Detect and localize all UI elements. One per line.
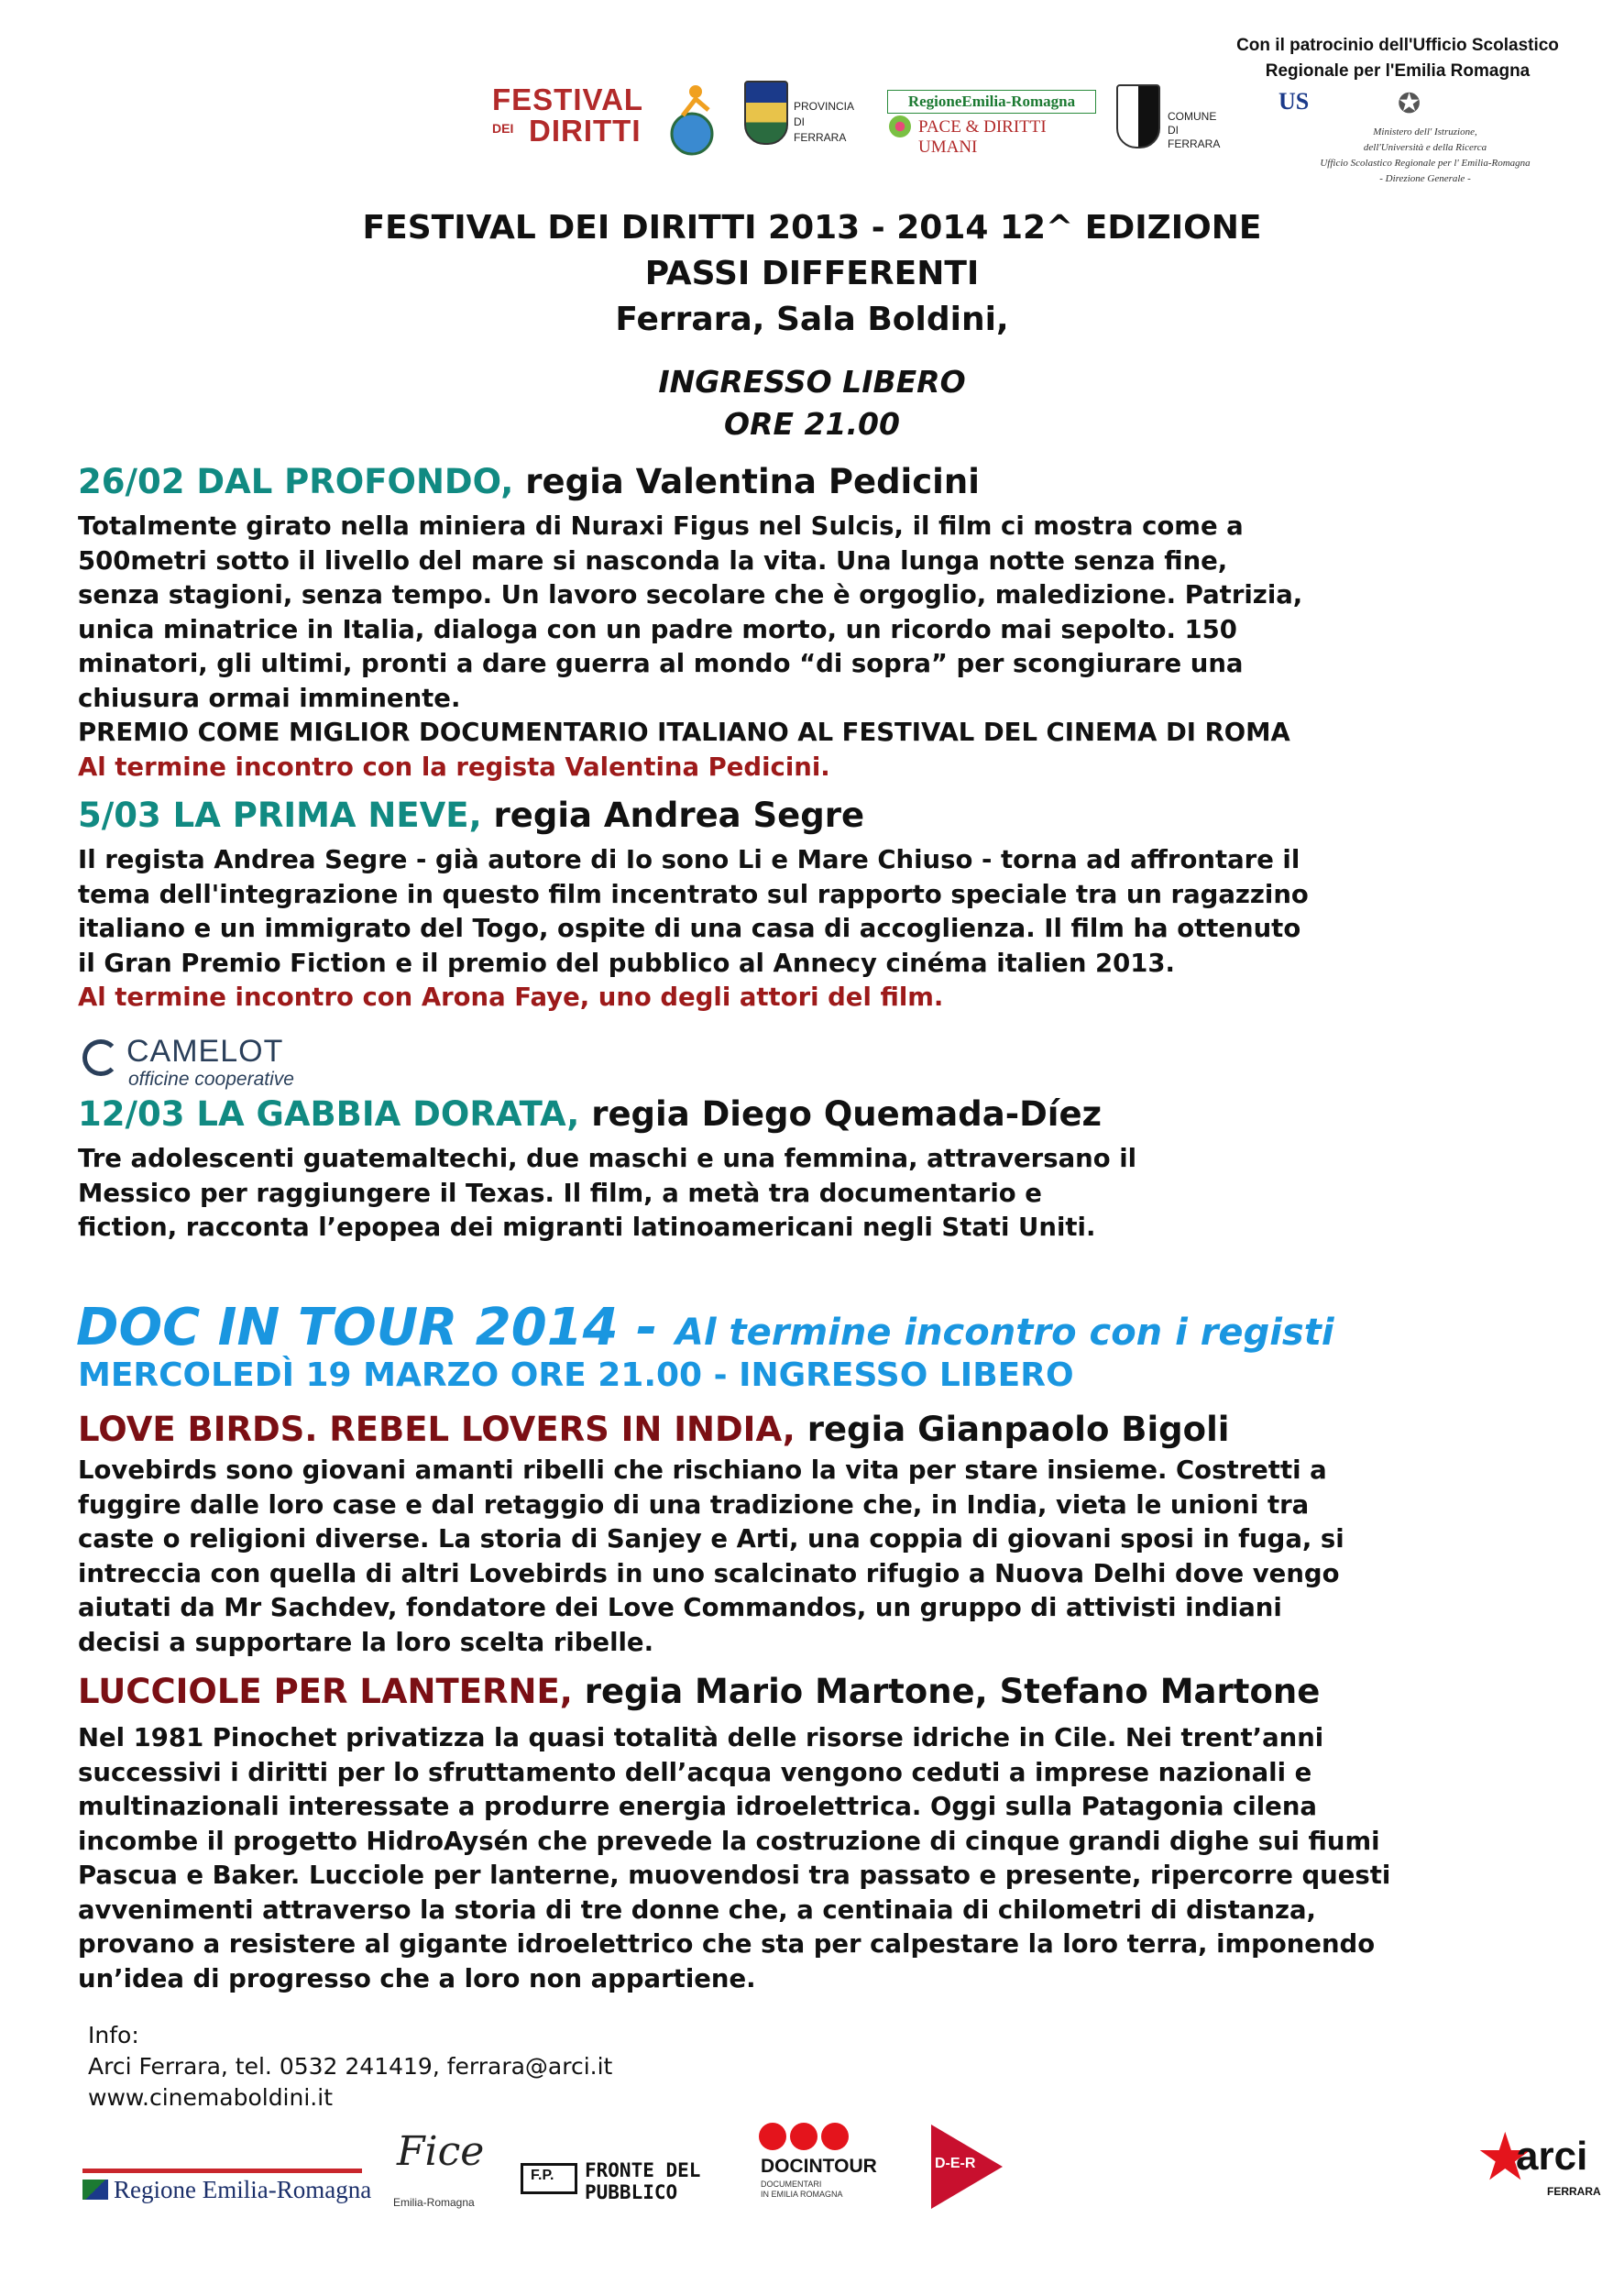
globe-figure-icon <box>664 79 719 156</box>
film-note: Al termine incontro con Arona Faye, uno degli attori del film. <box>78 983 944 1012</box>
doc-in-tour-heading: DOC IN TOUR 2014 - Al termine incontro con i registi <box>76 1298 1334 1357</box>
event-subtitle: PASSI DIFFERENTI <box>644 255 980 292</box>
regione-logo: RegioneEmilia-Romagna PACE & DIRITTI UMANI <box>887 90 1096 150</box>
film-description: Lovebirds sono giovani amanti ribelli che rischiano la vita per stare insieme. Costretti a fuggire dalle loro case e dal retaggio di una tradizione che, in India, vieta le unioni tra caste o religioni diverse. La storia di Sanjey e Arti, una coppia di giovani sposi in fuga, si intreccia con quella di altri Lovebirds in uno scalcinato rifugio a Nuova Delhi dove vengo aiutati da Mr Sachdev, fondatore dei Love Commandos, un gruppo di attivisti indiani decisi a supportare la loro scelta ribelle. <box>78 1455 1344 1657</box>
event-venue: Ferrara, Sala Boldini, <box>615 301 1009 338</box>
film-description: Il regista Andrea Segre - già autore di Io sono Li e Mare Chiuso - torna ad affrontare il tema dell'integrazione in questo film incentrato sul rapporto speciale tra un ragazzino italiano e un immigrato del Togo, ospite di una casa di accoglienza. Il film ha ottenuto il Gran Premio Fiction e il premio del pubblico al Annecy cinéma italien 2013. <box>78 845 1309 978</box>
red-dot-icon <box>821 2123 849 2150</box>
film-heading: LOVE BIRDS. REBEL LOVERS IN INDIA, regia Gianpaolo Bigoli <box>78 1410 1230 1449</box>
provincia-logo: PROVINCIA DI FERRARA <box>744 71 859 152</box>
flower-icon <box>889 115 911 137</box>
film-description: Totalmente girato nella miniera di Nuraxi Figus nel Sulcis, il film ci mostra come a 500metri sotto il livello del mare si nasconda la vita. Una lunga notte senza fine, senza stagioni, senza tempo. Un lavoro secolare che è orgoglio, maledizione. Patrizia, unica minatrice in Italia, dialoga con un padre morto, un ricordo mai sepolto. 150 minatori, gli ultimi, pronti a dare guerra al mondo “di sopra” per scongiurare una chiusura ormai imminente. PREMIO COME MIGLIOR DOCUMENTARIO ITALIANO AL FESTIVAL DEL CINEMA DI ROMA <box>78 511 1303 747</box>
doc-in-tour-date: MERCOLEDÌ 19 MARZO ORE 21.00 - INGRESSO LIBERO <box>78 1356 1074 1394</box>
usr-emblem-icon: ✪ <box>1398 88 1421 120</box>
arci-logo: ★ arci FERRARA <box>1476 2121 1601 2198</box>
comune-logo: COMUNE DI FERRARA <box>1116 73 1224 154</box>
red-dot-icon <box>790 2123 817 2150</box>
usr-logo: US ✪ Ministero dell' Istruzione, dell'Università e della Ricerca Ufficio Scolastico Regionale per l' Emilia-Romagna - Direzione Generale - <box>1278 88 1531 184</box>
comune-crest-icon <box>1116 84 1160 148</box>
event-time: ORE 21.00 <box>724 406 900 442</box>
film-heading: LUCCIOLE PER LANTERNE, regia Mario Martone, Stefano Martone <box>78 1672 1321 1711</box>
festival-logo: FESTIVAL DEI DIRITTI <box>490 73 724 158</box>
film-description: Tre adolescenti guatemaltechi, due maschi e una femmina, attraversano il Messico per raggiungere il Texas. Il film, a metà tra documentario e fiction, racconta l’epopea dei migranti latinoamericani negli Stati Uniti. <box>78 1144 1137 1242</box>
camelot-logo: CAMELOT officine cooperative <box>82 1034 321 1091</box>
film-heading: 5/03 LA PRIMA NEVE, regia Andrea Segre <box>78 796 865 835</box>
film-heading: 12/03 LA GABBIA DORATA, regia Diego Quemada-Díez <box>78 1094 1103 1134</box>
arci-star-icon: ★ <box>1476 2121 1535 2194</box>
info-block: Info: Arci Ferrara, tel. 0532 241419, ferrara@arci.it www.cinemaboldini.it <box>88 2022 613 2111</box>
docintour-logo: DOCINTOUR DOCUMENTARI IN EMILIA ROMAGNA <box>759 2123 887 2214</box>
fice-logo: Fice Emilia-Romagna <box>393 2128 485 2209</box>
entry-free: INGRESSO LIBERO <box>658 364 966 400</box>
fronte-del-pubblico-logo: F.P. FRONTE DEL PUBBLICO <box>521 2159 731 2216</box>
regione-footer-logo: Regione Emilia-Romagna <box>82 2169 367 2214</box>
film-heading: 26/02 DAL PROFONDO, regia Valentina Pedicini <box>78 462 980 501</box>
spiral-icon <box>82 1039 119 1076</box>
patronage-note: Con il patrocinio dell'Ufficio Scolastico Regionale per l'Emilia Romagna <box>1236 36 1559 81</box>
regione-mark-icon <box>82 2180 108 2200</box>
der-logo: D-E-R <box>931 2125 1004 2209</box>
film-description: Nel 1981 Pinochet privatizza la quasi totalità delle risorse idriche in Cile. Nei trent’anni successivi i diritti per lo sfruttamento dell’acqua vengono ceduti a imprese nazionali e multinazionali interessate a produrre energia idroelettrica. Oggi sulla Patagonia cilena incombe il progetto HidroAysén che prevede la costruzione di cinque grandi dighe sui fiumi Pascua e Baker. Lucciole per lanterne, muovendosi tra passato e presente, ripercorre questi avvenimenti attraverso la storia di tre donne che, a centinaia di chilometri di distanza, provano a resistere al gigante idroelettrico che sta per calpestare la loro terra, imponendo un’idea di progresso che a loro non appartiene. <box>78 1723 1391 1993</box>
film-note: Al termine incontro con la regista Valentina Pedicini. <box>78 752 830 782</box>
provincia-crest-icon <box>744 81 788 145</box>
film-frame-icon: F.P. <box>521 2163 577 2194</box>
event-title: FESTIVAL DEI DIRITTI 2013 - 2014 12^ EDIZIONE <box>362 209 1262 247</box>
red-dot-icon <box>759 2123 786 2150</box>
